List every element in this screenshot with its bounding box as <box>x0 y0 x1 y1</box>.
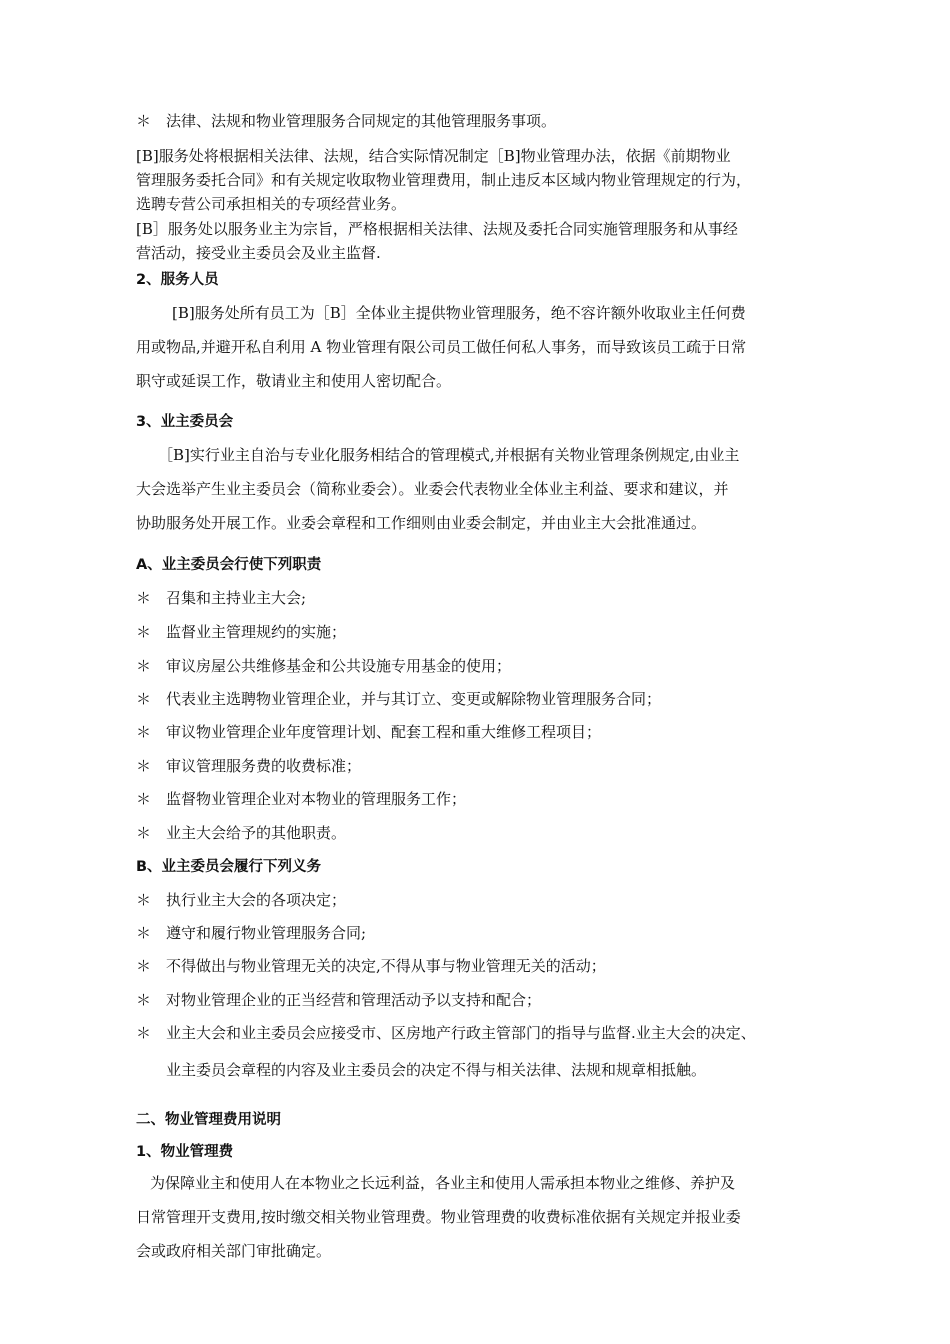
star-bullet-icon: ＊ <box>136 690 152 708</box>
paragraph-regulations: [B]服务处将根据相关法律、法规，结合实际情况制定［B]物业管理办法，依据《前期物业 管理服务委托合同》和有关规定收取物业管理费用，制止违反本区域内物业管理规定的行为， 选聘专营公司承担相关的专项经营业务。 <box>136 147 752 213</box>
star-bullet-icon: ＊ <box>136 657 152 675</box>
paragraph-staff: [B]服务处所有员工为［B］全体业主提供物业管理服务，绝不容许额外收取业主任何费 用或物品,并避开私自利用 A 物业管理有限公司员工做任何私人事务，而导致该员工疏于日常 职守或延误工作，敬请业主和使用人密切配合。 <box>136 304 747 390</box>
heading-duties: A、业主委员会行使下列职责 <box>136 557 322 573</box>
paragraph-service-purpose: [B］服务处以服务业主为宗旨，严格根据相关法律、法规及委托合同实施管理服务和从事经 营活动，接受业主委员会及业主监督. <box>136 220 738 262</box>
star-bullet-icon: ＊ <box>136 790 152 808</box>
duty-item: ＊ 审议物业管理企业年度管理计划、配套工程和重大维修工程项目； <box>136 723 602 741</box>
heading-fees-section: 二、物业管理费用说明 <box>136 1112 281 1128</box>
duty-item: ＊ 审议管理服务费的收费标准； <box>136 757 362 775</box>
heading-management-fee: 1、物业管理费 <box>136 1144 234 1160</box>
star-bullet-icon: ＊ <box>136 924 152 942</box>
star-bullet-icon: ＊ <box>136 623 152 641</box>
star-bullet-icon: ＊ <box>136 824 152 842</box>
duty-item: ＊ 业主大会给予的其他职责。 <box>136 824 347 842</box>
star-bullet-icon: ＊ <box>136 112 152 130</box>
obligation-item-continuation: 业主委员会章程的内容及业主委员会的决定不得与相关法律、法规和规章相抵触。 <box>166 1061 707 1079</box>
obligation-item: ＊ 业主大会和业主委员会应接受市、区房地产行政主管部门的指导与监督.业主大会的决定、 <box>136 1024 756 1042</box>
obligation-item: ＊ 对物业管理企业的正当经营和管理活动予以支持和配合； <box>136 991 542 1009</box>
star-bullet-icon: ＊ <box>136 589 152 607</box>
obligation-item: ＊ 不得做出与物业管理无关的决定,不得从事与物业管理无关的活动； <box>136 957 606 975</box>
paragraph-management-fee: 为保障业主和使用人在本物业之长远利益，各业主和使用人需承担本物业之维修、养护及 日常管理开支费用,按时缴交相关物业管理费。物业管理费的收费标准依据有关规定并报业委 会或政府相关部门审批确定。 <box>136 1174 741 1260</box>
obligation-item: ＊ 执行业主大会的各项决定； <box>136 891 347 909</box>
paragraph-committee: ［B]实行业主自治与专业化服务相结合的管理模式,并根据有关物业管理条例规定,由业主 大会选举产生业主委员会（简称业委会）。业委会代表物业全体业主利益、要求和建议，并 协助服务处开展工作。业委会章程和工作细则由业委会制定，并由业主大会批准通过。 <box>136 446 740 532</box>
duty-item: ＊ 代表业主选聘物业管理企业，并与其订立、变更或解除物业管理服务合同； <box>136 690 662 708</box>
obligation-item: ＊ 遵守和履行物业管理服务合同; <box>136 924 367 942</box>
star-bullet-icon: ＊ <box>136 757 152 775</box>
heading-staff: 2、服务人员 <box>136 272 219 288</box>
duty-item: ＊ 监督物业管理企业对本物业的管理服务工作； <box>136 790 467 808</box>
duty-item: ＊ 监督业主管理规约的实施； <box>136 623 347 641</box>
heading-committee: 3、业主委员会 <box>136 414 234 430</box>
list-item: ＊ 法律、法规和物业管理服务合同规定的其他管理服务事项。 <box>136 112 557 130</box>
heading-obligations: B、业主委员会履行下列义务 <box>136 859 322 875</box>
duty-item: ＊ 审议房屋公共维修基金和公共设施专用基金的使用； <box>136 657 512 675</box>
star-bullet-icon: ＊ <box>136 957 152 975</box>
star-bullet-icon: ＊ <box>136 1024 152 1042</box>
duty-item: ＊ 召集和主持业主大会; <box>136 589 307 607</box>
star-bullet-icon: ＊ <box>136 891 152 909</box>
star-bullet-icon: ＊ <box>136 991 152 1009</box>
star-bullet-icon: ＊ <box>136 723 152 741</box>
